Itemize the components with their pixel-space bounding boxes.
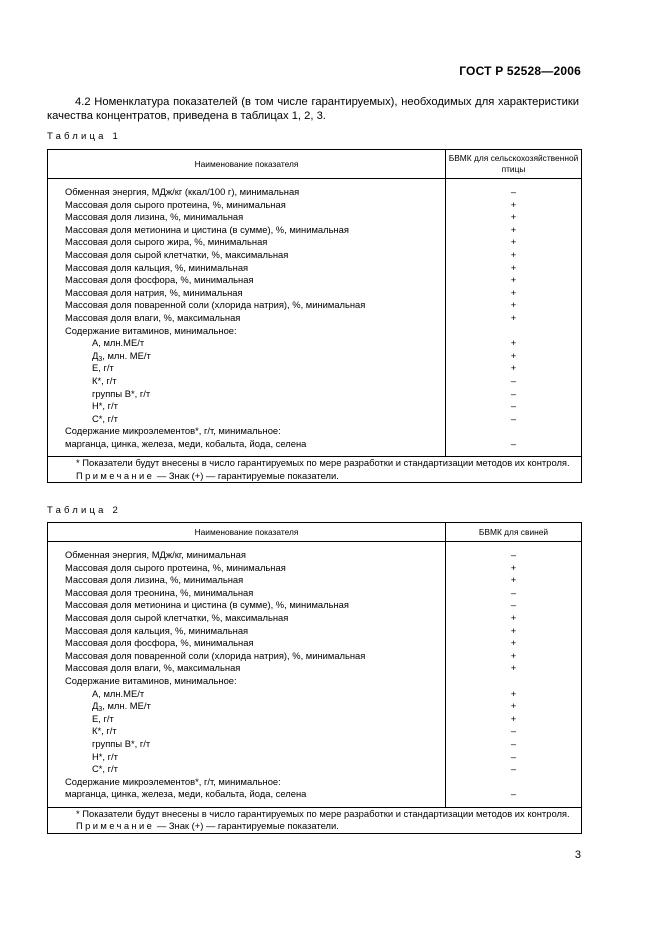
row-name-text: Массовая доля влаги, %, максимальная [65, 311, 241, 323]
row-name-text: Массовая доля фосфора, %, минимальная [65, 274, 254, 286]
row-value: – [446, 738, 582, 751]
table-row [48, 763, 582, 776]
row-name-text: Массовая доля сырой клетчатки, %, максимальная [65, 611, 289, 623]
row-name [48, 186, 446, 199]
row-value: + [446, 650, 582, 663]
table-row [48, 350, 582, 363]
table-row [48, 549, 582, 562]
row-name [48, 388, 446, 401]
row-value: – [446, 186, 582, 199]
row-name-text: Массовая доля натрия, %, минимальная [65, 286, 243, 298]
page-number: 3 [574, 849, 581, 861]
row-name [48, 625, 446, 638]
row-name-text: Обменная энергия, МДж/кг (ккал/100 г), минимальная [65, 186, 300, 197]
row-value: + [446, 713, 582, 726]
table-row [48, 425, 582, 438]
row-value [446, 675, 582, 688]
row-name [48, 199, 446, 212]
table-row [48, 375, 582, 388]
row-value: + [446, 362, 582, 375]
row-value [446, 425, 582, 438]
table-row [48, 274, 582, 287]
row-name-text: Массовая доля сырой клетчатки, %, максимальная [65, 248, 289, 260]
row-name [48, 788, 446, 801]
row-name-text: Массовая доля поваренной соли (хлорида натрия), %, минимальная [65, 299, 366, 311]
table-row [48, 186, 582, 199]
row-value: – [446, 438, 582, 451]
row-name [48, 413, 446, 426]
table2-header-name: Наименование показателя [48, 523, 446, 542]
table2-header-value: БВМК для свиней [446, 523, 582, 542]
row-name [48, 287, 446, 300]
row-value: + [446, 211, 582, 224]
row-name-text: Массовая доля сырого протеина, %, минимальная [65, 561, 286, 573]
table-row [48, 612, 582, 625]
row-name-text: Н*, г/т [92, 400, 118, 412]
row-value: – [446, 763, 582, 776]
row-name-rest: , млн. МЕ/т [102, 700, 151, 712]
row-name [48, 738, 446, 751]
row-name [48, 312, 446, 325]
row-name [48, 211, 446, 224]
row-value: – [446, 788, 582, 801]
row-name-text: Е, г/т [92, 362, 114, 374]
table-row [48, 362, 582, 375]
table-row [48, 262, 582, 275]
table-row [48, 713, 582, 726]
table2-label: Таблица 2 [47, 505, 121, 516]
row-value: + [446, 350, 582, 363]
row-name [48, 650, 446, 663]
row-name-text: Массовая доля влаги, %, максимальная [65, 662, 241, 674]
row-name [48, 350, 446, 363]
row-value: + [446, 612, 582, 625]
table-row [48, 650, 582, 663]
row-value: – [446, 400, 582, 413]
table1-note-text: — Знак (+) — гарантируемые показатели. [156, 469, 339, 481]
table1-header-name: Наименование показателя [48, 150, 446, 179]
row-name [48, 425, 446, 438]
table-row [48, 388, 582, 401]
row-name [48, 688, 446, 701]
row-name-subscript: 3 [98, 355, 103, 363]
table-row [48, 287, 582, 300]
row-name-text: марганца, цинка, железа, меди, кобальта, йода, селена [65, 788, 307, 800]
row-name-text: Содержание витаминов, минимальное: [65, 324, 237, 336]
row-name-text: Массовая доля фосфора, %, минимальная [65, 637, 254, 649]
table-row [48, 637, 582, 650]
row-value: – [446, 599, 582, 612]
row-name [48, 587, 446, 600]
table1-body [48, 179, 582, 457]
row-name [48, 549, 446, 562]
table-row [48, 625, 582, 638]
table1-footer [48, 457, 582, 483]
row-value: + [446, 262, 582, 275]
row-name [48, 325, 446, 338]
table-2 [47, 522, 582, 834]
row-value: – [446, 413, 582, 426]
row-value: + [446, 562, 582, 575]
row-name [48, 562, 446, 575]
row-name [48, 262, 446, 275]
row-name [48, 236, 446, 249]
row-name-text: Массовая доля лизина, %, минимальная [65, 211, 244, 223]
row-value: – [446, 751, 582, 764]
row-value: – [446, 587, 582, 600]
row-name-text: Массовая доля метионина и цистина (в сумме), %, минимальная [65, 223, 349, 235]
row-value: + [446, 287, 582, 300]
row-name-text: Содержание микроэлементов*, г/т, минимальное: [65, 775, 281, 787]
row-name [48, 274, 446, 287]
row-name [48, 375, 446, 388]
row-name-text: Н*, г/т [92, 750, 118, 762]
row-name [48, 713, 446, 726]
row-name-text: Д [92, 349, 99, 361]
table-row [48, 211, 582, 224]
row-name [48, 662, 446, 675]
row-name-subscript: 3 [98, 706, 103, 714]
row-value: + [446, 337, 582, 350]
table-row [48, 700, 582, 713]
row-name [48, 725, 446, 738]
table1-note-word: Примечание [76, 469, 155, 481]
table1-label: Таблица 1 [47, 131, 121, 142]
row-name [48, 362, 446, 375]
row-name-text: группы В*, г/т [92, 387, 151, 399]
table-row [48, 751, 582, 764]
row-name-text: Массовая доля треонина, %, минимальная [65, 586, 254, 598]
table-row [48, 337, 582, 350]
row-name-text: К*, г/т [92, 374, 117, 386]
row-value: + [446, 312, 582, 325]
row-name-text: группы В*, г/т [92, 737, 151, 749]
table-row [48, 675, 582, 688]
table2-footnote: * Показатели будут внесены в число гарантируемых по мере разработки и стандартизации методов их контроля. [76, 807, 570, 819]
row-name [48, 751, 446, 764]
row-value [446, 776, 582, 789]
table-row [48, 199, 582, 212]
row-name [48, 599, 446, 612]
row-value: – [446, 388, 582, 401]
table2-footer [48, 807, 582, 833]
row-name-text: Д [92, 700, 99, 712]
row-name [48, 574, 446, 587]
row-name [48, 612, 446, 625]
intro-paragraph: 4.2 Номенклатура показателей (в том числе гарантируемых), необходимых для характеристики качества концентратов, приведена в таблицах 1, 2, 3. [47, 96, 579, 122]
table-row [48, 438, 582, 451]
table-row [48, 325, 582, 338]
table-row [48, 738, 582, 751]
row-name [48, 224, 446, 237]
row-value: + [446, 274, 582, 287]
table-row [48, 574, 582, 587]
row-name-text: К*, г/т [92, 725, 117, 737]
row-value: – [446, 725, 582, 738]
table-row [48, 413, 582, 426]
table-row [48, 312, 582, 325]
table-row [48, 400, 582, 413]
row-name-text: Содержание витаминов, минимальное: [65, 674, 237, 686]
row-name [48, 337, 446, 350]
row-value [446, 325, 582, 338]
row-value: + [446, 662, 582, 675]
row-value: + [446, 637, 582, 650]
table2-note-word: Примечание [76, 820, 155, 832]
table1-header-value: БВМК для сельскохозяйственной птицы [446, 150, 582, 179]
row-value: + [446, 224, 582, 237]
row-name-text: Массовая доля кальция, %, минимальная [65, 624, 249, 636]
table2-note-text: — Знак (+) — гарантируемые показатели. [156, 820, 339, 832]
row-name [48, 675, 446, 688]
table-row [48, 249, 582, 262]
table-1 [47, 149, 582, 483]
row-name-rest: , млн. МЕ/т [102, 349, 151, 361]
row-name [48, 637, 446, 650]
row-name-text: Массовая доля лизина, %, минимальная [65, 574, 244, 586]
row-value: + [446, 236, 582, 249]
row-value: + [446, 249, 582, 262]
row-value: + [446, 700, 582, 713]
row-name [48, 700, 446, 713]
row-name [48, 249, 446, 262]
row-name [48, 763, 446, 776]
row-name-text: Содержание микроэлементов*, г/т, минимальное: [65, 425, 281, 437]
row-value: + [446, 299, 582, 312]
row-value: – [446, 375, 582, 388]
row-name [48, 438, 446, 451]
table-row [48, 662, 582, 675]
table-row [48, 224, 582, 237]
row-value: + [446, 574, 582, 587]
row-name-text: Обменная энергия, МДж/кг, минимальная [65, 549, 246, 560]
table-row [48, 599, 582, 612]
row-name [48, 400, 446, 413]
table-row [48, 725, 582, 738]
table-row [48, 299, 582, 312]
row-name-text: Е, г/т [92, 712, 114, 724]
table1-note [48, 470, 581, 482]
row-name-text: Массовая доля поваренной соли (хлорида натрия), %, минимальная [65, 649, 366, 661]
row-name [48, 776, 446, 789]
table1-footnote: * Показатели будут внесены в число гарантируемых по мере разработки и стандартизации методов их контроля. [76, 457, 570, 469]
table-row [48, 688, 582, 701]
row-value: – [446, 549, 582, 562]
row-name-text: С*, г/т [92, 763, 118, 775]
row-value: + [446, 625, 582, 638]
row-name-text: марганца, цинка, железа, меди, кобальта, йода, селена [65, 437, 307, 449]
row-name-text: С*, г/т [92, 412, 118, 424]
row-name-text: Массовая доля кальция, %, минимальная [65, 261, 249, 273]
table2-note [48, 820, 581, 832]
row-value: + [446, 688, 582, 701]
row-name-text: Массовая доля сырого протеина, %, минимальная [65, 198, 286, 210]
row-value: + [446, 199, 582, 212]
row-name-text: Массовая доля метионина и цистина (в сумме), %, минимальная [65, 599, 349, 611]
table2-body [48, 542, 582, 808]
table-row [48, 587, 582, 600]
standard-header: ГОСТ Р 52528—2006 [459, 64, 581, 78]
row-name-text: А, млн.МЕ/т [92, 687, 145, 699]
row-name-text: А, млн.МЕ/т [92, 337, 145, 349]
table-row [48, 562, 582, 575]
table-row [48, 776, 582, 789]
table-row [48, 236, 582, 249]
row-name-text: Массовая доля сырого жира, %, минимальная [65, 236, 268, 248]
table-row [48, 788, 582, 801]
row-name [48, 299, 446, 312]
